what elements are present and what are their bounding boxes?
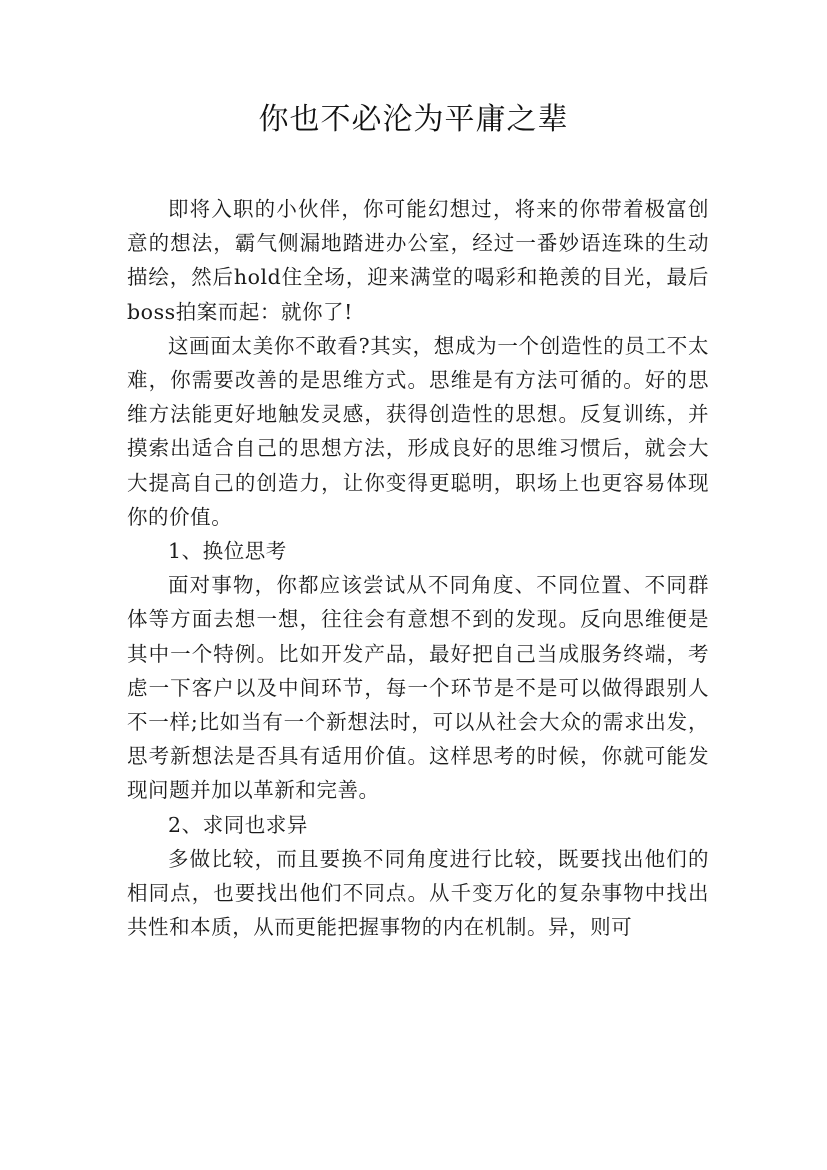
paragraph-thinking-method: 这画面太美你不敢看?其实，想成为一个创造性的员工不太难，你需要改善的是思维方式。思维是有方法可循的。好的思维方法能更好地触发灵感，获得创造性的思想。反复训练，并摸索出适合自己的思想方法，形成良好的思维习惯后，就会大大提高自己的创造力，让你变得更聪明，职场上也更容易体现你的价值。	[127, 333, 709, 529]
paragraph-intro: 即将入职的小伙伴，你可能幻想过，将来的你带着极富创意的想法，霸气侧漏地踏进办公室，经过一番妙语连珠的生动描绘，然后hold住全场，迎来满堂的喝彩和艳羡的目光，最后boss拍案而起：就你了!	[127, 197, 709, 324]
paragraph-compare: 多做比较，而且要换不同角度进行比较，既要找出他们的相同点，也要找出他们不同点。从千变万化的复杂事物中找出共性和本质，从而更能把握事物的内在机制。异，则可	[127, 846, 709, 940]
section-heading-1: 1、换位思考	[168, 539, 287, 564]
document-body	[127, 192, 709, 944]
paragraph-perspective: 面对事物，你都应该尝试从不同角度、不同位置、不同群体等方面去想一想，往往会有意想不到的发现。反向思维便是其中一个特例。比如开发产品，最好把自己当成服务终端，考虑一下客户以及中间环节，每一个环节是不是可以做得跟别人不一样;比如当有一个新想法时，可以从社会大众的需求出发，思考新想法是否具有适用价值。这样思考的时候，你就可能发现问题并加以革新和完善。	[127, 573, 709, 803]
document-title: 你也不必沦为平庸之辈	[258, 102, 569, 137]
section-heading-2: 2、求同也求异	[168, 812, 308, 837]
